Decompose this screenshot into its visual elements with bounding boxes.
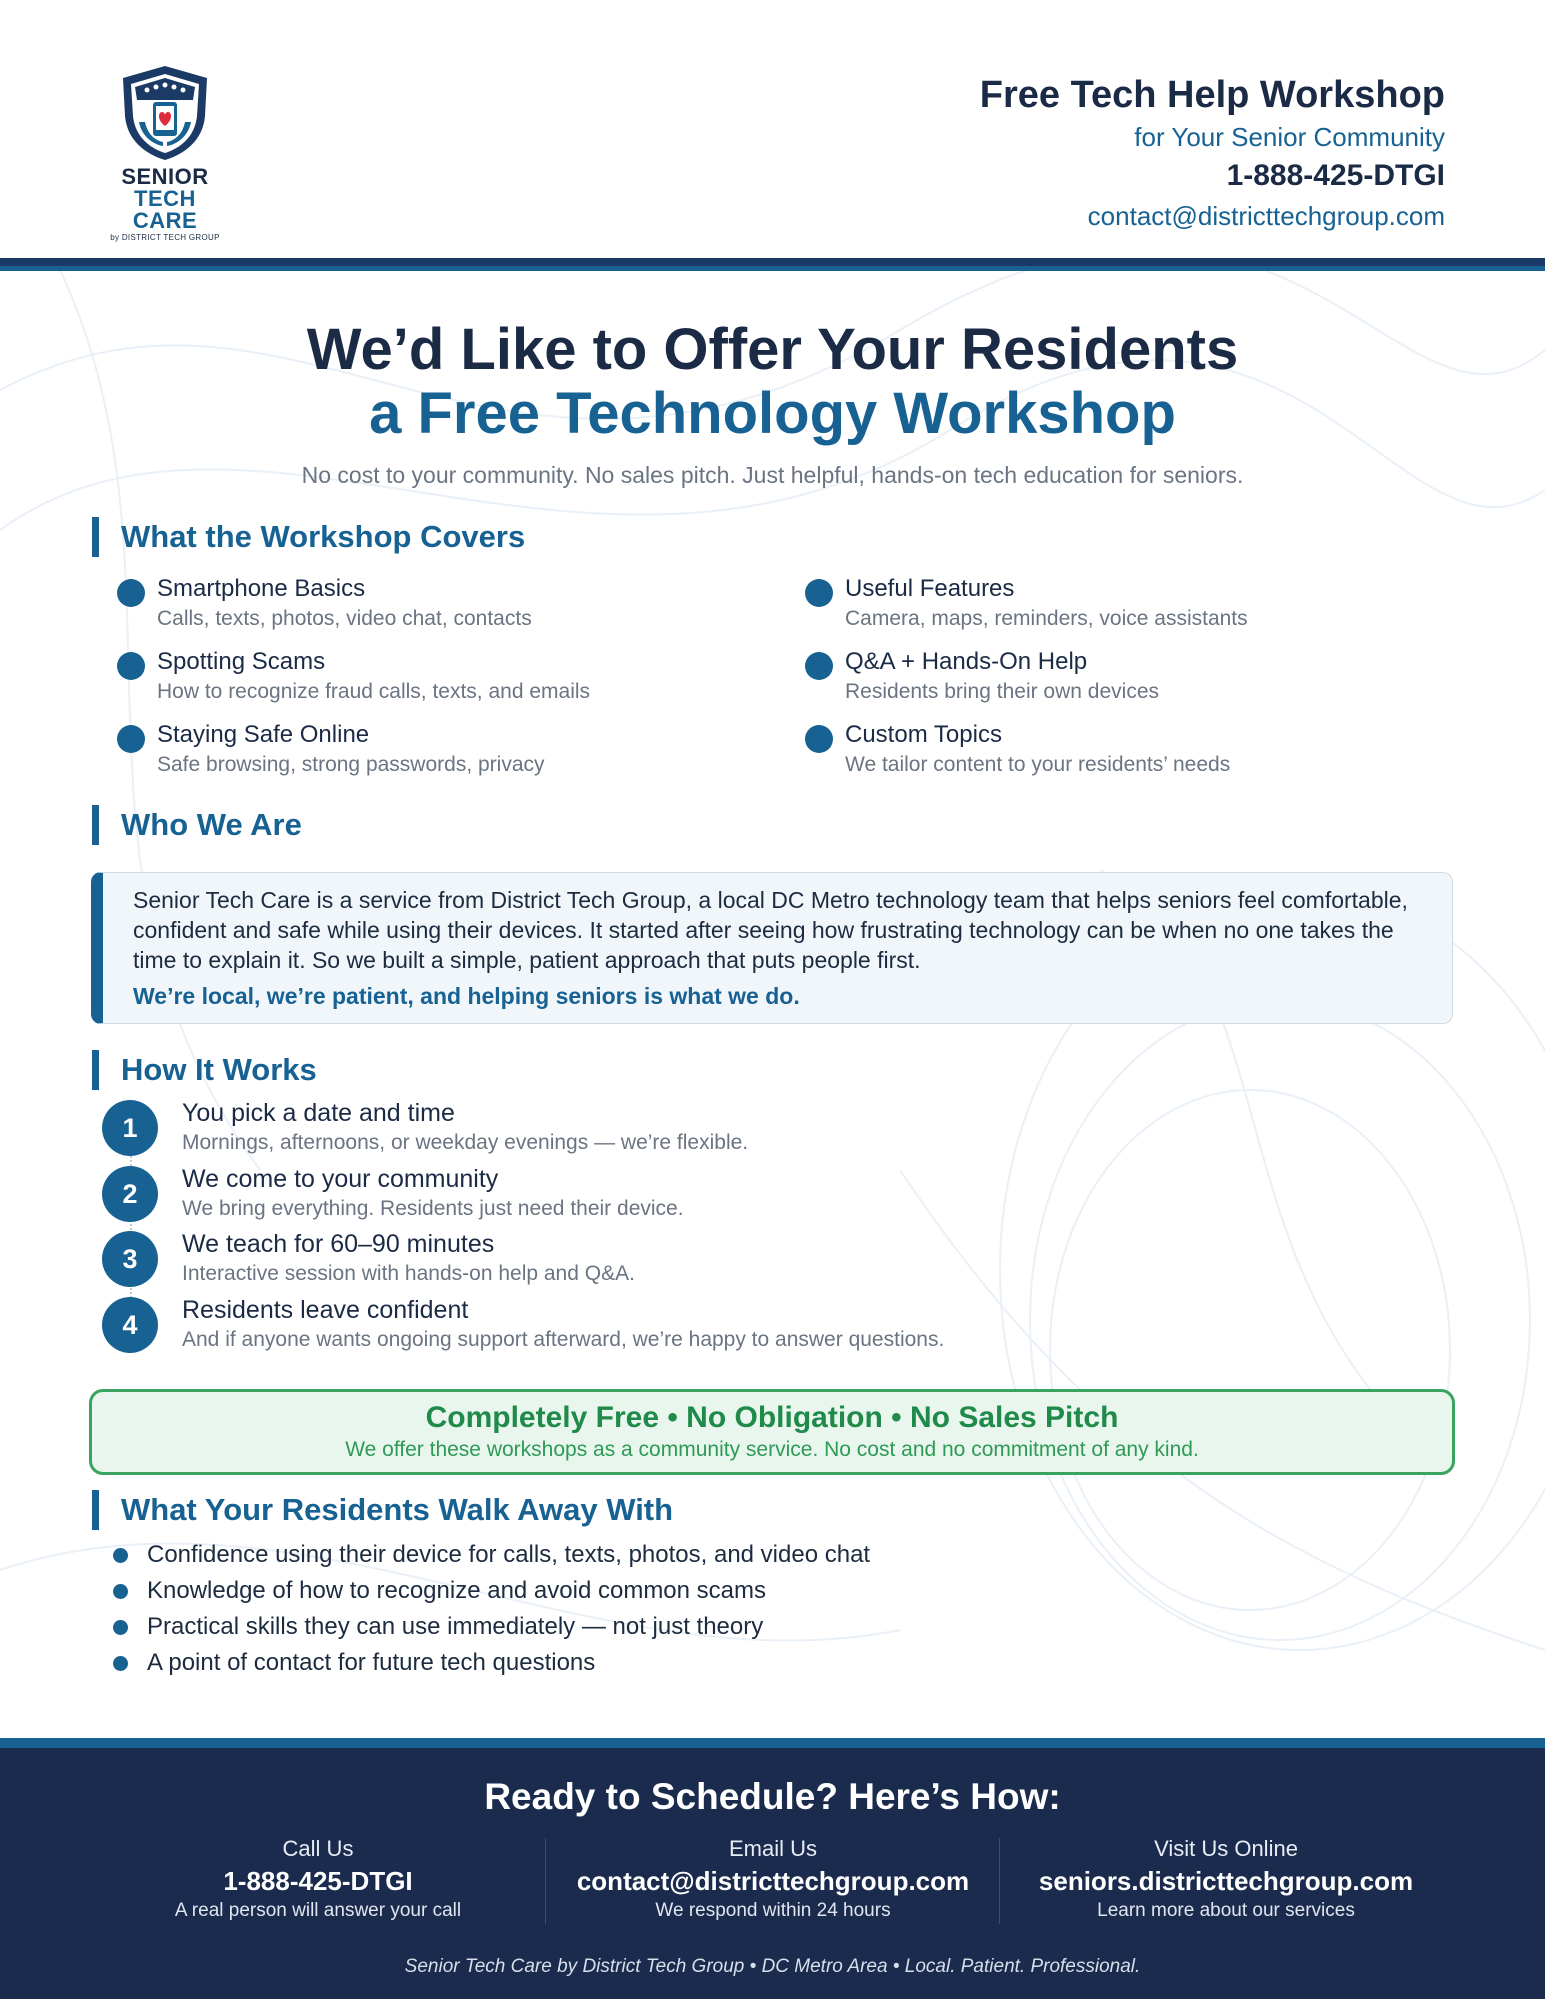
footer-call-note: A real person will answer your call [174, 1900, 462, 1921]
bullet-icon [113, 1656, 128, 1671]
step-title: We teach for 60–90 minutes [182, 1230, 495, 1258]
hero [0, 318, 1545, 490]
hero-title-line-2: a Free Technology Workshop [369, 381, 1176, 446]
step [102, 1231, 1402, 1291]
who-heading: Who We Are [92, 805, 302, 845]
footer-call-label: Call Us [282, 1836, 354, 1861]
step-number: 3 [102, 1231, 158, 1287]
bullet-icon [117, 652, 145, 680]
header-divider [0, 258, 1545, 266]
footer-web-link[interactable]: seniors.districttechgroup.com [1038, 1866, 1414, 1896]
footer-email-link[interactable]: contact@districttechgroup.com [576, 1866, 970, 1896]
footer-web-label: Visit Us Online [1154, 1836, 1298, 1861]
hero-tagline: No cost to your community. No sales pitch. Just helpful, hands-on tech education for seniors. [301, 462, 1244, 488]
cover-item-desc: Calls, texts, photos, video chat, contacts [157, 607, 532, 630]
step-title: We come to your community [182, 1165, 499, 1193]
free-banner-title: Completely Free • No Obligation • No Sales Pitch [425, 1401, 1119, 1434]
step [102, 1166, 1402, 1226]
logo-line-1: SENIOR [121, 164, 209, 189]
bullet-icon [805, 652, 833, 680]
step-title: Residents leave confident [182, 1296, 469, 1324]
bullet-icon [113, 1584, 128, 1599]
hero-title-line-1: We’d Like to Offer Your Residents [306, 317, 1239, 382]
how-heading: How It Works [92, 1050, 317, 1090]
footer-phone[interactable]: 1-888-425-DTGI [223, 1866, 413, 1896]
step [102, 1100, 1402, 1160]
step-desc: We bring everything. Residents just need their device. [182, 1197, 684, 1220]
covers-heading: What the Workshop Covers [92, 517, 525, 557]
cover-item-title: Smartphone Basics [157, 575, 366, 602]
step-desc: Interactive session with hands-on help and Q&A. [182, 1262, 635, 1285]
who-box [91, 872, 1453, 1024]
cover-item-title: Q&A + Hands-On Help [845, 648, 1088, 675]
bullet-icon [113, 1548, 128, 1563]
free-banner [89, 1389, 1455, 1475]
list-item-text: Knowledge of how to recognize and avoid common scams [147, 1577, 767, 1604]
bullet-icon [117, 725, 145, 753]
who-highlight: We’re local, we’re patient, and helping seniors is what we do. [133, 983, 800, 1009]
header-email[interactable]: contact@districttechgroup.com [1087, 201, 1445, 231]
footer-call [93, 1834, 543, 1924]
cover-item-desc: We tailor content to your residents’ needs [845, 753, 1231, 776]
step-number: 2 [102, 1166, 158, 1222]
logo [110, 62, 220, 242]
step-desc: And if anyone wants ongoing support afterward, we’re happy to answer questions. [182, 1328, 945, 1351]
list-item-text: Confidence using their device for calls, texts, photos, and video chat [147, 1541, 871, 1568]
footer-email-note: We respond within 24 hours [655, 1900, 891, 1921]
step [102, 1297, 1402, 1357]
step-number: 1 [102, 1100, 158, 1156]
header-title: Free Tech Help Workshop [979, 74, 1445, 116]
logo-line-2: TECH CARE [132, 186, 198, 233]
footer-title: Ready to Schedule? Here’s How: [484, 1776, 1061, 1817]
cover-item-desc: Camera, maps, reminders, voice assistants [845, 607, 1248, 630]
header-subtitle: for Your Senior Community [1134, 122, 1445, 152]
footer-email [548, 1834, 998, 1924]
cover-item-title: Useful Features [845, 575, 1015, 602]
footer [0, 1738, 1545, 1999]
step-desc: Mornings, afternoons, or weekday evenings — we’re flexible. [182, 1131, 749, 1154]
bullet-icon [117, 579, 145, 607]
cover-item-title: Staying Safe Online [157, 721, 370, 748]
bullet-icon [805, 725, 833, 753]
cover-item-title: Spotting Scams [157, 648, 326, 675]
walk-heading: What Your Residents Walk Away With [92, 1490, 673, 1530]
cover-item-title: Custom Topics [845, 721, 1002, 748]
free-banner-desc: We offer these workshops as a community service. No cost and no commitment of any kind. [345, 1438, 1199, 1461]
list-item-text: A point of contact for future tech questions [147, 1649, 596, 1676]
logo-line-3: by DISTRICT TECH GROUP [110, 233, 220, 242]
bullet-icon [805, 579, 833, 607]
cover-item-desc: Residents bring their own devices [845, 680, 1159, 703]
footer-tagline: Senior Tech Care by District Tech Group • DC Metro Area • Local. Patient. Professional. [404, 1956, 1141, 1977]
footer-web [1001, 1834, 1451, 1924]
footer-web-note: Learn more about our services [1097, 1900, 1355, 1921]
bullet-icon [113, 1620, 128, 1635]
cover-item-desc: How to recognize fraud calls, texts, and emails [157, 680, 591, 703]
step-number: 4 [102, 1297, 158, 1353]
footer-divider [545, 1838, 546, 1924]
cover-item-desc: Safe browsing, strong passwords, privacy [157, 753, 545, 776]
footer-email-label: Email Us [728, 1836, 817, 1861]
header-divider-accent [0, 266, 1545, 271]
shield-logo-icon [117, 62, 213, 162]
who-body: Senior Tech Care is a service from District Tech Group, a local DC Metro technology team that helps seniors feel comfortable, confident and safe while using their devices. It started after seeing how frustrating technology can be when no one takes the time to explain it. So we built a simple, patient approach that puts people first. [133, 887, 1408, 973]
step-title: You pick a date and time [182, 1099, 455, 1127]
header-phone[interactable]: 1-888-425-DTGI [1226, 159, 1445, 192]
header-contact [980, 72, 1445, 236]
page-header [0, 0, 1545, 258]
list-item-text: Practical skills they can use immediately — not just theory [147, 1613, 764, 1640]
footer-divider [999, 1838, 1000, 1924]
